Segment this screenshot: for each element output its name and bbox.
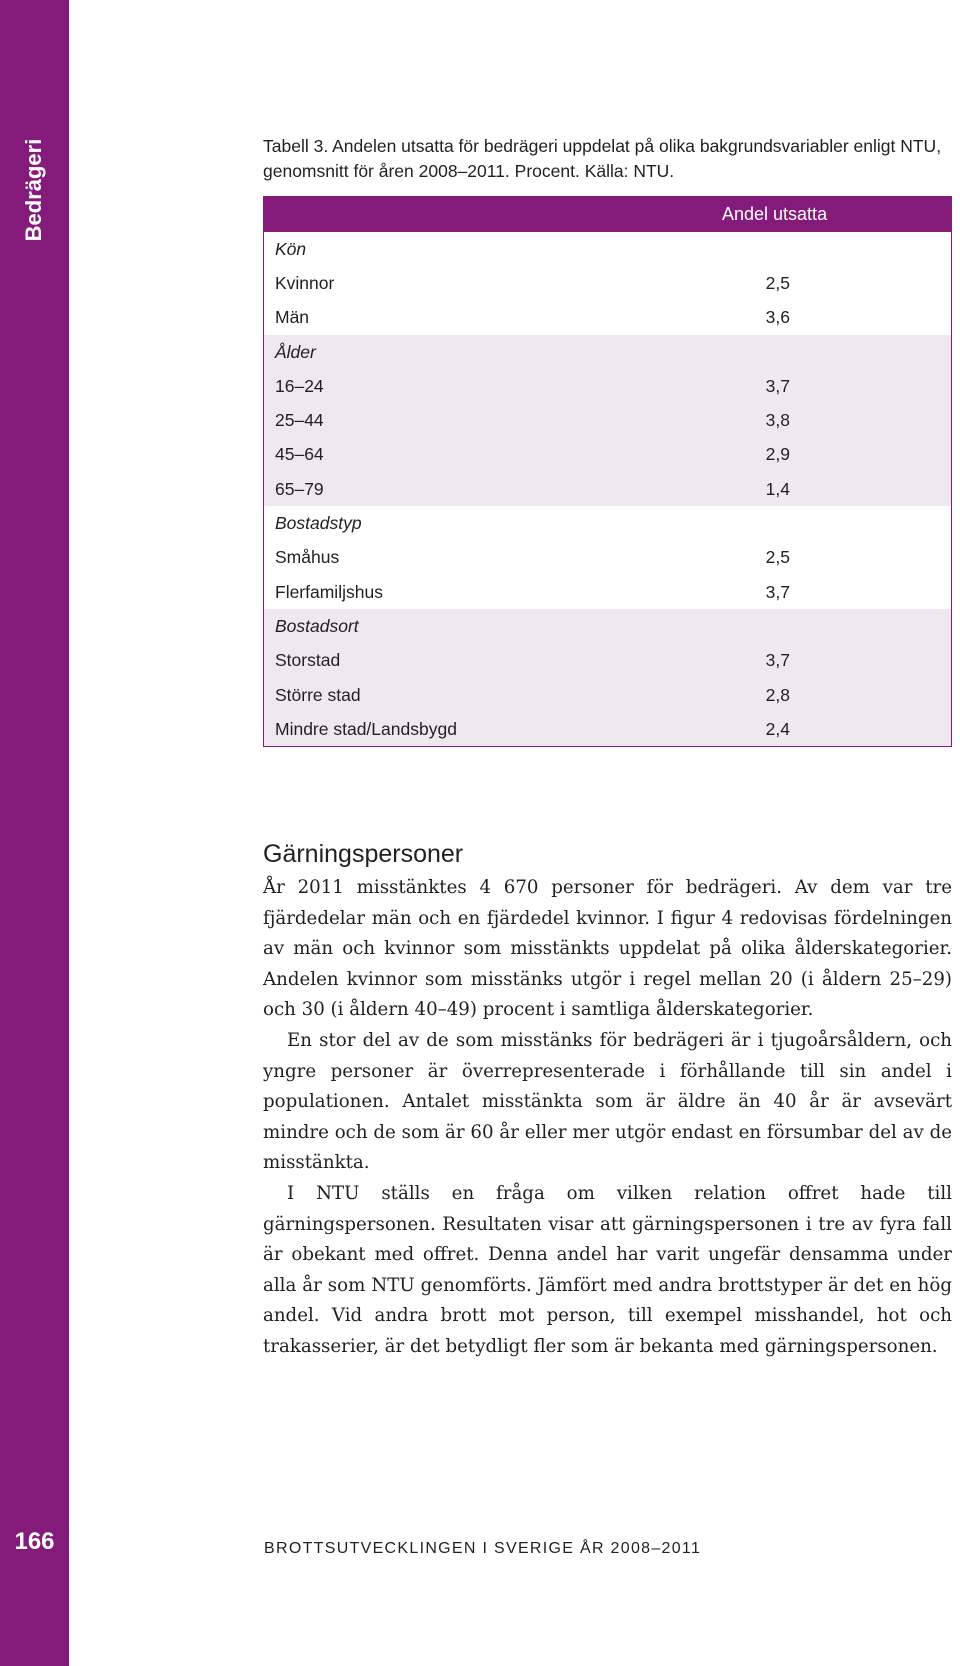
row-label: Män [275, 307, 310, 328]
category-label: Bostadsort [275, 615, 359, 636]
row-value: 3,8 [765, 410, 790, 431]
table-group-kon [264, 232, 951, 335]
row-label: Småhus [275, 547, 340, 568]
sidebar-band [0, 0, 69, 1666]
row-value: 2,9 [765, 444, 790, 465]
running-footer: BROTTSUTVECKLINGEN I SVERIGE ÅR 2008–2011 [264, 1540, 702, 1557]
row-label: Större stad [275, 684, 361, 705]
table-row [264, 678, 951, 712]
paragraph: År 2011 misstänktes 4 670 personer för bedrägeri. Av dem var tre fjärdedelar män och en fjärdedel kvinnor. I figur 4 redovisas fördelningen av män och kvinnor som misstänkts uppdelat på olika ålderskategorier. Andelen kvinnor som misstänks utgör i regel mellan 20 (i åldern 25–29) och 30 (i åldern 40–49) procent i samtliga ålderskategorier. [263, 877, 952, 1021]
paragraph: I NTU ställs en fråga om vilken relation offret hade till gärningspersonen. Resultaten visar att gärningspersonen i tre av fyra fall är obekant med offret. Denna andel har varit ungefär densamma under alla år som NTU genomförts. Jämfört med andra brottstyper är det en hög andel. Vid andra brott mot person, till exempel misshandel, hot och trakasserier, är det betydligt fler som är bekanta med gärningspersonen. [263, 1182, 952, 1357]
row-label: Kvinnor [275, 272, 335, 293]
table-group-bostadsort [264, 609, 951, 746]
table-group-alder [264, 335, 951, 506]
row-value: 3,7 [765, 375, 790, 396]
row-label: Mindre stad/Landsbygd [275, 718, 457, 739]
table-category-row [264, 609, 951, 643]
table-column-header: Andel utsatta [264, 197, 951, 232]
data-table [263, 196, 952, 747]
row-value: 2,5 [765, 272, 790, 293]
table-row [264, 712, 951, 746]
table-row [264, 644, 951, 678]
table-row [264, 403, 951, 437]
category-label: Ålder [275, 341, 316, 362]
category-label: Bostadstyp [275, 513, 362, 534]
row-label: 45–64 [275, 444, 324, 465]
body-text [263, 873, 952, 1363]
row-label: 65–79 [275, 478, 324, 499]
table-row [264, 575, 951, 609]
row-value: 2,5 [765, 547, 790, 568]
row-label: Flerfamiljshus [275, 581, 383, 602]
row-value: 1,4 [765, 478, 790, 499]
row-value: 2,8 [765, 684, 790, 705]
row-value: 3,6 [765, 307, 790, 328]
page-number: 166 [14, 1528, 55, 1555]
table-row [264, 266, 951, 300]
table-category-row [264, 506, 951, 540]
table-category-row [264, 232, 951, 266]
paragraph: En stor del av de som misstänks för bedrägeri är i tjugoårsåldern, och yngre personer är överrepresenterade i förhållande till sin andel i populationen. Antalet misstänkta som är äldre än 40 år är avsevärt mindre och de som är 60 år eller mer utgör endast en försumbar del av de misstänkta. [263, 1029, 952, 1174]
table-row [264, 541, 951, 575]
section-heading: Gärningspersoner [263, 840, 464, 868]
row-value: 2,4 [765, 718, 790, 739]
row-label: 25–44 [275, 410, 324, 431]
table-row [264, 301, 951, 335]
table-category-row [264, 335, 951, 369]
table-group-bostadstyp [264, 506, 951, 609]
table-row [264, 438, 951, 472]
section-label: Bedrägeri [21, 138, 46, 242]
table-caption: Tabell 3. Andelen utsatta för bedrägeri uppdelat på olika bakgrundsvariabler enligt NTU, genomsnitt för åren 2008–2011. Procent. Källa: NTU. [263, 136, 942, 181]
row-label: 16–24 [275, 375, 324, 396]
row-value: 3,7 [765, 650, 790, 671]
table-row [264, 472, 951, 506]
row-label: Storstad [275, 650, 341, 671]
category-label: Kön [275, 238, 307, 259]
row-value: 3,7 [765, 581, 790, 602]
table-row [264, 369, 951, 403]
